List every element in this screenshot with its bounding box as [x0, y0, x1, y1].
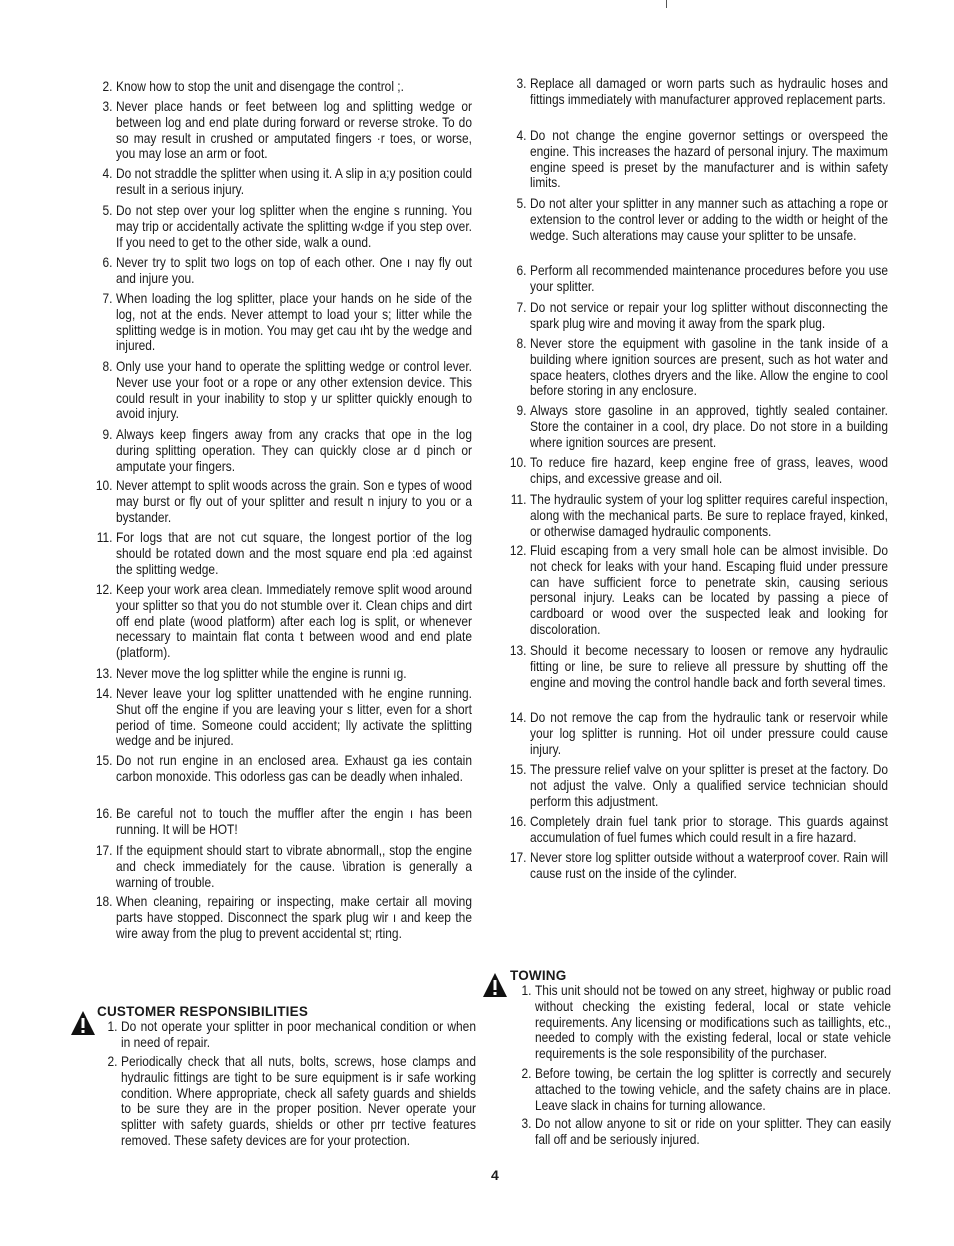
item-text: Fluid escaping from a very small hole can be almost invisible. Do not check for leaks with your hand. Escaping fluid under pressure can have sufficient force to penetrate skin, causing serious personal injury. Leaks can be located by passing a piece of cardboard or wood over the suspected leak and looking for discoloration. [530, 543, 888, 637]
list-item [516, 196, 888, 243]
item-number: 11. [96, 530, 113, 545]
item-number: 1. [521, 983, 532, 998]
item-number: 8. [516, 336, 527, 351]
item-number: 7. [102, 291, 113, 306]
list-item [516, 300, 888, 332]
list-item [102, 79, 472, 95]
item-text: The hydraulic system of your log splitter requires careful inspection, along with the mechanical parts. Be sure to replace frayed, kinked, or otherwise damaged hydraulic components. [530, 492, 888, 539]
warning-icon [482, 972, 508, 998]
list-item [107, 1054, 476, 1149]
item-text: Never store log splitter outside without a waterproof cover. Rain will cause rust on the inside of the cylinder. [530, 850, 888, 881]
list-item [516, 76, 888, 108]
list-item [102, 203, 472, 250]
list-item [521, 983, 891, 1062]
item-number: 6. [516, 263, 527, 278]
list-item [509, 543, 888, 638]
page-number: 4 [491, 1167, 499, 1183]
item-number: 5. [102, 203, 113, 218]
item-number: 3. [521, 1116, 532, 1131]
list-item [95, 478, 472, 525]
item-number: 14. [509, 710, 527, 725]
list-item [516, 336, 888, 399]
item-number: 16. [509, 814, 527, 829]
item-number: 4. [102, 166, 113, 181]
item-number: 1. [107, 1019, 118, 1034]
item-text: Do not operate your splitter in poor mechanical condition or when in need of repair. [121, 1019, 476, 1050]
item-text: Do not remove the cap from the hydraulic tank or reservoir while your log splitter is running. Hot oil under pressure could cause injury. [530, 710, 888, 757]
item-text: Keep your work area clean. Immediately remove split wood around your splitter so that you do not stumble over it. Clean chips and dirt off end plate (wood platform) after each log is split, or whenever necessary to maintain flat conta t between wood and end plate (platform). [116, 582, 472, 661]
item-number: 2. [102, 79, 113, 94]
item-number: 18. [95, 894, 113, 909]
item-text: Do not run engine in an enclosed area. Exhaust ga ies contain carbon monoxide. This odorless gas can be deadly when inhaled. [116, 753, 472, 784]
list-item [509, 643, 888, 690]
item-number: 10. [509, 455, 527, 470]
list-item [509, 455, 888, 487]
list-item [102, 99, 472, 162]
item-text: Periodically check that all nuts, bolts, screws, hose clamps and hydraulic fittings are tight to be sure equipment is ir safe working condition. Where appropriate, check all safety guards and shields to be sure they are in the proper position. Never operate your splitter with safety guards, shields or other prr tective features removed. These safety devices are for your protection. [121, 1054, 476, 1148]
list-item [509, 814, 888, 846]
item-text: Do not change the engine governor settings or overspeed the engine. This increases the hazard of personal injury. The maximum engine speed is preset by the manufacturer and is within safety limits. [530, 128, 888, 191]
item-text: When loading the log splitter, place your hands on he side of the log, not at the ends. Never attempt to load your s; litter while the splitting wedge is in motion. You may get cau ıht by the wedge and injured. [116, 291, 472, 354]
list-item [516, 263, 888, 295]
list-item [95, 582, 472, 661]
item-number: 10. [95, 478, 113, 493]
item-number: 3. [516, 76, 527, 91]
item-number: 8. [102, 359, 113, 374]
item-number: 2. [107, 1054, 118, 1069]
list-item [95, 666, 472, 682]
item-number: 6. [102, 255, 113, 270]
list-item [102, 255, 472, 287]
list-item [102, 166, 472, 198]
list-item [107, 1019, 476, 1051]
item-text: Never move the log splitter while the engine is runni ıg. [116, 666, 407, 681]
item-text: Never leave your log splitter unattended with he engine running. Shut off the engine if you are leaving your s litter, even for a short period of time. Someone could accident; lly activate the splitting wedge and be injured. [116, 686, 472, 749]
item-number: 3. [102, 99, 113, 114]
item-number: 14. [95, 686, 113, 701]
item-text: Do not straddle the splitter when using it. A slip in a;y position could result in a serious injury. [116, 166, 472, 197]
item-text: Replace all damaged or worn parts such as hydraulic hoses and fittings immediately with manufacturer approved replacement parts. [530, 76, 888, 107]
item-text: Never attempt to split woods across the grain. Son e types of wood may burst or fly out of your splitter and result n injury to you or a bystander. [116, 478, 472, 525]
item-number: 12. [95, 582, 113, 597]
item-text: For logs that are not cut square, the longest portior of the log should be rotated down and the most square end pla :ed against the splitting wedge. [116, 530, 472, 577]
item-text: Always keep fingers away from any cracks that ope in the log during splitting operation. They can quickly close ar d pinch or amputate your fingers. [116, 427, 472, 474]
list-item [102, 427, 472, 474]
customer-responsibilities-heading: CUSTOMER RESPONSIBILITIES [97, 1004, 309, 1019]
list-item [96, 530, 472, 577]
item-text: Only use your hand to operate the splitting wedge or control lever. Never use your foot or a rope or any other extension device. This could result in your inability to stop y ur splitter quickly enough to avoid injury. [116, 359, 472, 422]
list-item [509, 762, 888, 809]
list-item [102, 291, 472, 354]
list-item [95, 806, 472, 838]
list-item [95, 686, 472, 749]
item-text: Should it become necessary to loosen or remove any hydraulic fitting or line, be sure to relieve all pressure by shutting off the engine and moving the control handle back and forth several times. [530, 643, 888, 690]
item-text: Do not service or repair your log splitter without disconnecting the spark plug wire and moving it away from the spark plug. [530, 300, 888, 331]
item-number: 17. [509, 850, 527, 865]
item-text: Never store the equipment with gasoline in the tank inside of a building where ignition sources are present, such as hot water and space heaters, clothes dryers and the like. Allow the engine to cool before storing in any enclosure. [530, 336, 888, 399]
item-number: 16. [95, 806, 113, 821]
item-number: 11. [510, 492, 527, 507]
item-text: If the equipment should start to vibrate abnormall,, stop the engine and check immediately for the cause. \ibration is generally a warning of trouble. [116, 843, 472, 890]
item-text: Completely drain fuel tank prior to storage. This guards against accumulation of fuel fumes which could result in a fire hazard. [530, 814, 888, 845]
list-item [95, 843, 472, 890]
item-number: 12. [509, 543, 527, 558]
item-text: Do not alter your splitter in any manner such as attaching a rope or extension to the control lever or adding to the width or height of the wedge. Such alterations may cause your splitter to be unsafe. [530, 196, 888, 243]
item-text: Never place hands or feet between log and splitting wedge or between log and end plate during forward or reverse stroke. To do so may result in crushed or amputated fingers ·r toes, or worse, you may lose an arm or foot. [116, 99, 472, 162]
list-item [516, 403, 888, 450]
item-number: 15. [509, 762, 527, 777]
item-text: Do not step over your log splitter when the engine s running. You may trip or accidentally activate the splitting w‹dge if you step over. If you need to get to the other side, walk a ound. [116, 203, 472, 250]
warning-icon [70, 1010, 96, 1036]
item-number: 13. [95, 666, 113, 681]
item-text: Before towing, be certain the log splitter is correctly and securely attached to the towing vehicle, and the safety chains are in place. Leave slack in chains for turning allowance. [535, 1066, 891, 1113]
scan-mark [666, 0, 667, 8]
item-text: Know how to stop the unit and disengage the control ;. [116, 79, 404, 94]
item-text: Always store gasoline in an approved, tightly sealed container. Store the container in a cool, dry place. Do not store in a building where ignition sources are present. [530, 403, 888, 450]
item-text: This unit should not be towed on any street, highway or public road without checking the existing federal, local or state vehicle requirements. Any licensing or modifications such as taillights, etc., needed to comply with the existing federal, local or state vehicle requirements is the sole responsibility of the purchaser. [535, 983, 891, 1062]
item-number: 15. [95, 753, 113, 768]
item-text: Be careful not to touch the muffler after the engin ı has been running. It will be HOT! [116, 806, 472, 837]
list-item [95, 753, 472, 785]
item-number: 17. [95, 843, 113, 858]
item-text: To reduce fire hazard, keep engine free of grass, leaves, wood chips, and excessive grease and oil. [530, 455, 888, 486]
item-number: 9. [102, 427, 113, 442]
list-item [102, 359, 472, 422]
list-item [509, 710, 888, 757]
item-text: Do not allow anyone to sit or ride on your splitter. They can easily fall off and be seriously injured. [535, 1116, 891, 1147]
list-item [509, 850, 888, 882]
item-text: Never try to split two logs on top of each other. One ı nay fly out and injure you. [116, 255, 472, 286]
item-number: 2. [521, 1066, 532, 1081]
list-item [521, 1066, 891, 1113]
item-number: 9. [516, 403, 527, 418]
item-number: 7. [516, 300, 527, 315]
towing-heading: TOWING [510, 968, 567, 983]
list-item [95, 894, 472, 941]
item-text: When cleaning, repairing or inspecting, make certair all moving parts have stopped. Disconnect the spark plug wir ı and keep the wire away from the plug to prevent accidental st; rting. [116, 894, 472, 941]
list-item [516, 128, 888, 191]
item-number: 5. [516, 196, 527, 211]
item-number: 13. [509, 643, 527, 658]
item-text: The pressure relief valve on your splitter is preset at the factory. Do not adjust the valve. Only a qualified service technician should perform this adjustment. [530, 762, 888, 809]
item-number: 4. [516, 128, 527, 143]
item-text: Perform all recommended maintenance procedures before you use your splitter. [530, 263, 888, 294]
list-item [510, 492, 888, 539]
list-item [521, 1116, 891, 1148]
